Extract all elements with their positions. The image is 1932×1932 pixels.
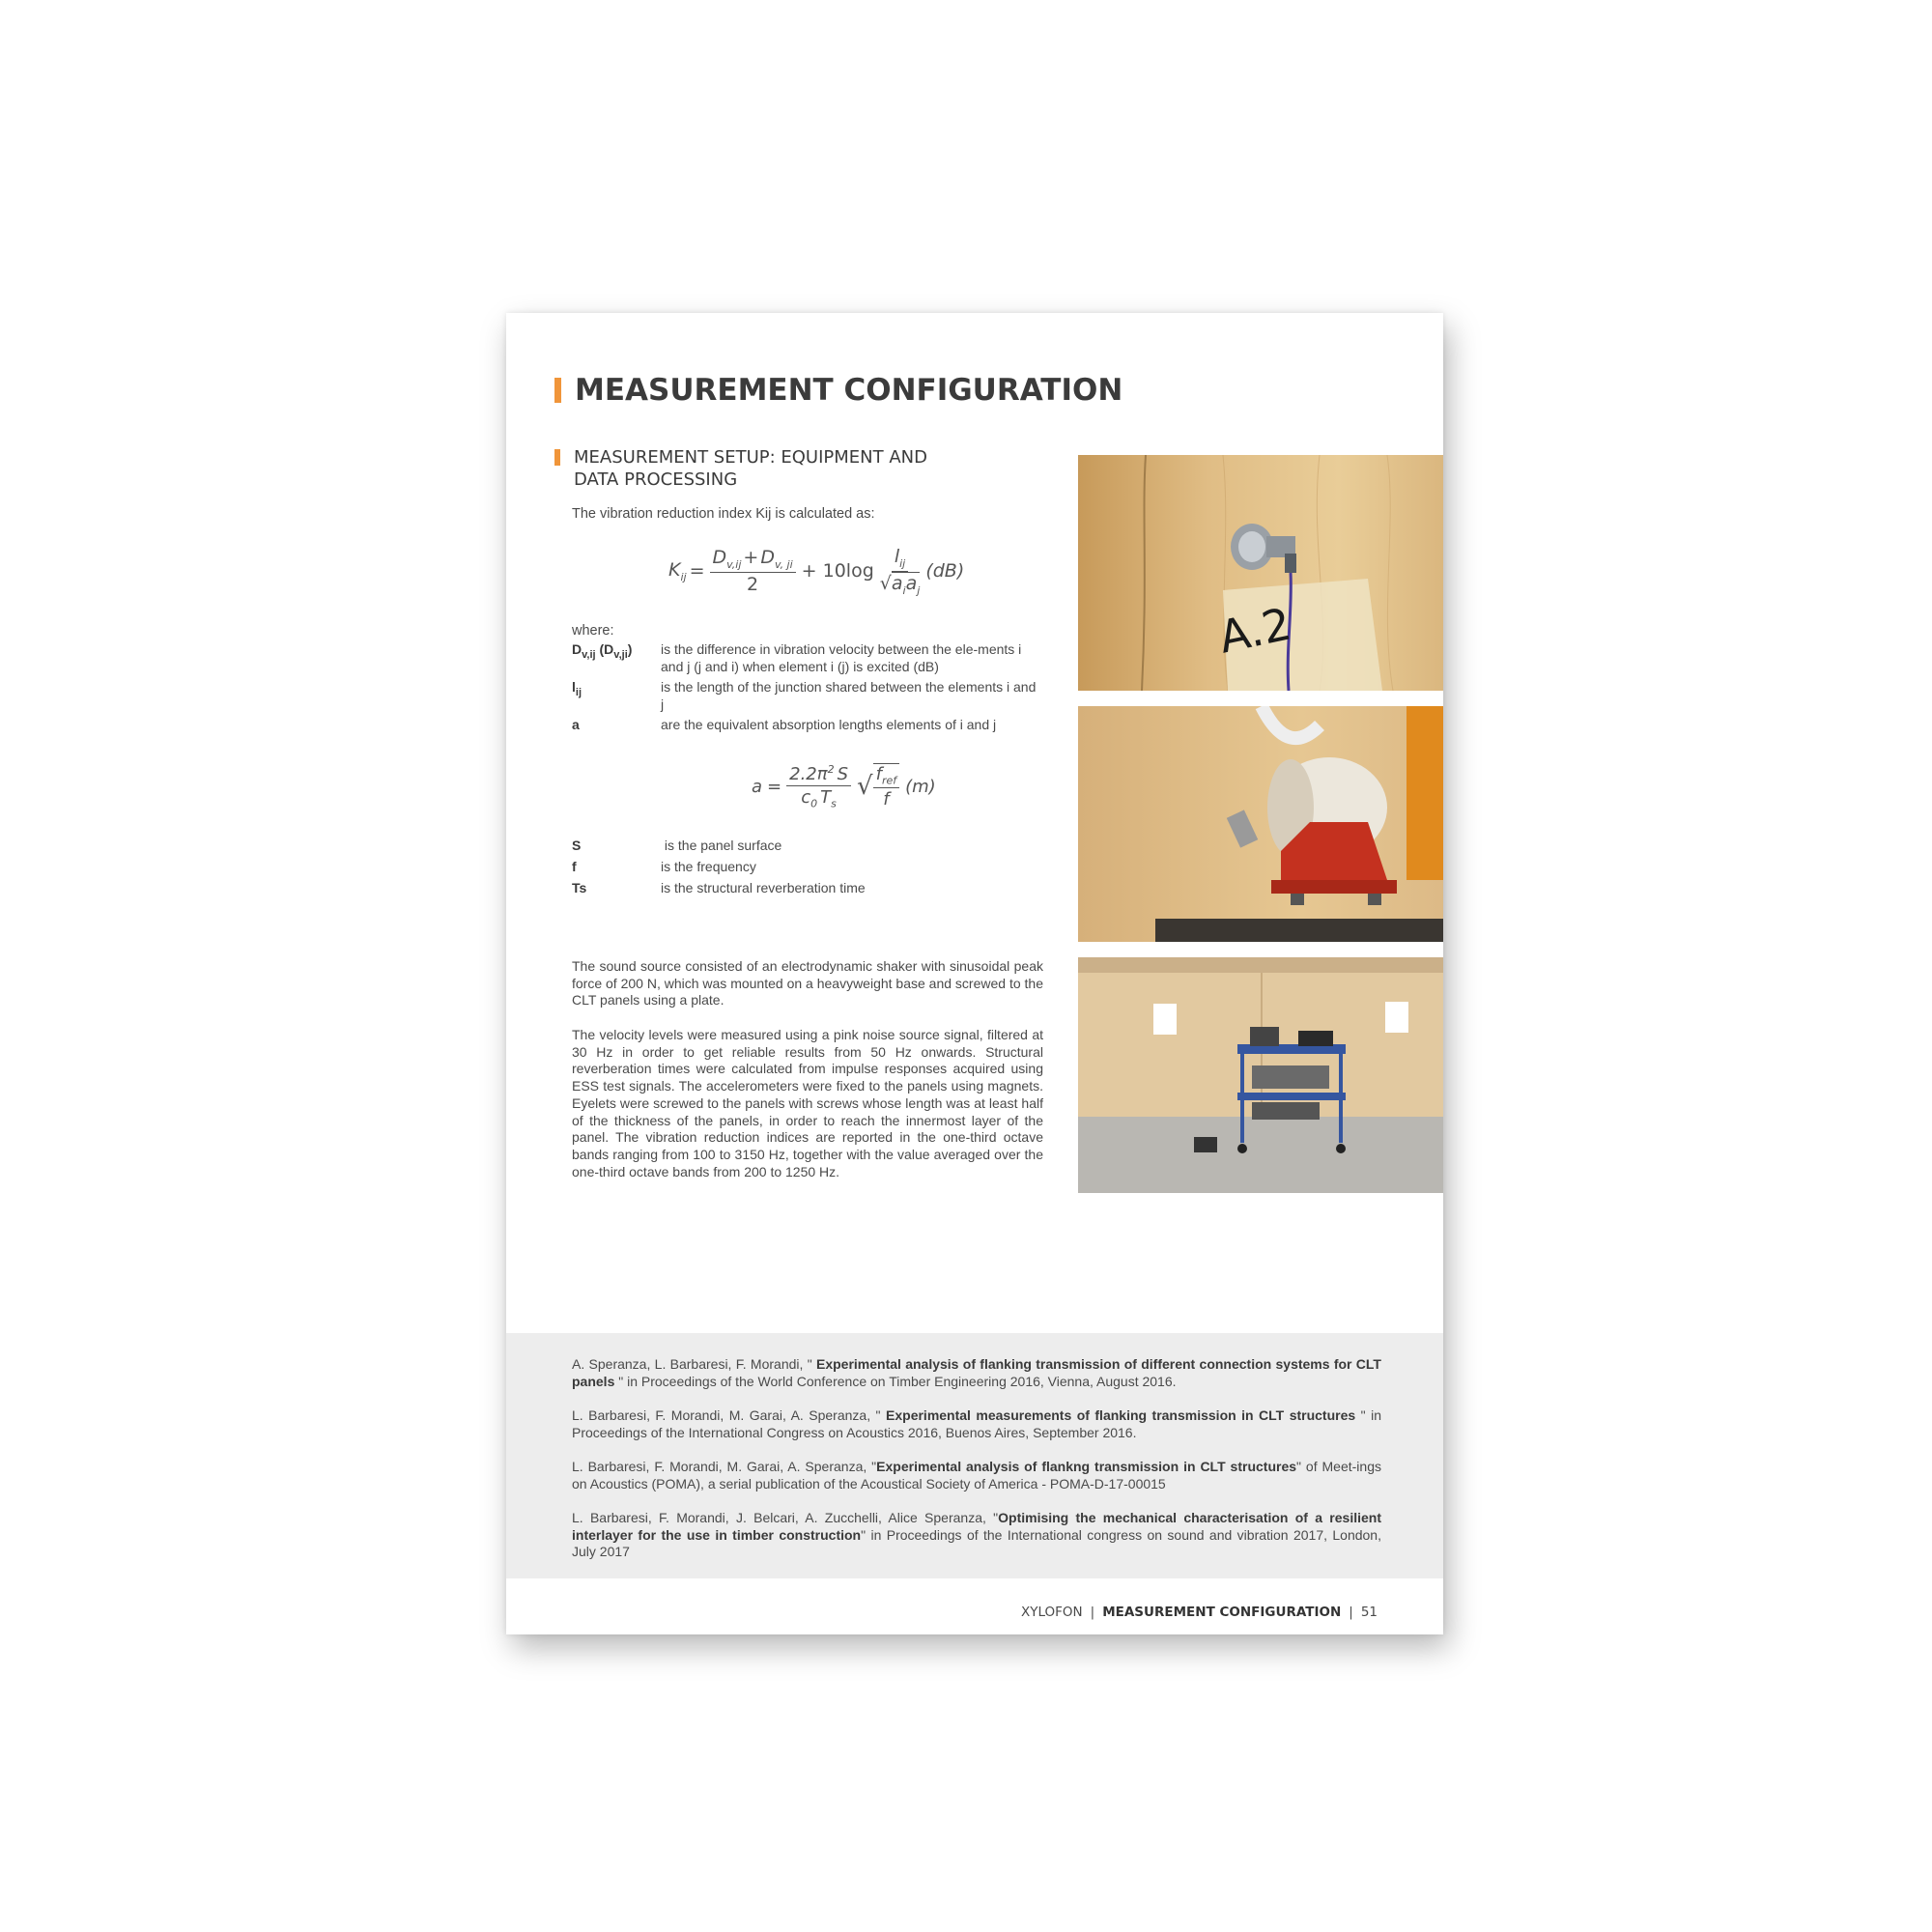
footer-separator: | — [1090, 1605, 1095, 1620]
definition-row — [572, 717, 1042, 734]
paragraph-shaker: The sound source consisted of an electrodynamic shaker with sinusoidal peak force of 200 N, which was mounted on a heavyweight base and screwed to the CLT panels using a plate. — [572, 958, 1043, 1009]
formula1-unit: (dB) — [925, 560, 965, 582]
reference-item: L. Barbaresi, F. Morandi, M. Garai, A. Speranza, " Experimental measurements of flanking transmission in CLT structures " in Proceedings of the International Congress on Acoustics 2016, Buenos Aires, September 2016. — [572, 1407, 1381, 1440]
definition-row — [572, 838, 1042, 855]
section-subtitle-text: MEASUREMENT SETUP: EQUIPMENT AND DATA PROCESSING — [574, 447, 927, 490]
page-title — [554, 373, 1122, 408]
formula1-lhs: $K_{ij}$ — [668, 558, 687, 583]
definition-term: $D_{v,ij}$ $(D_{v,ji})$ — [572, 641, 633, 661]
formula2-eq: = — [767, 776, 782, 797]
subtitle-accent-bar — [554, 449, 560, 466]
definition-term: f — [572, 859, 577, 875]
formula1-eq: = — [689, 560, 705, 582]
definition-desc: is the structural reverberation time — [661, 880, 866, 896]
formula2-lhs: a — [752, 776, 763, 797]
formula1-log: + 10log — [801, 560, 874, 582]
photo-label-a2: A.2 — [1214, 597, 1296, 664]
kij-formula — [668, 537, 978, 605]
definition-desc: are the equivalent absorption lengths elements of i and j — [661, 717, 997, 733]
definition-row — [572, 859, 1042, 876]
photo-shaker — [1078, 706, 1443, 942]
footer-brand: XYLOFON — [1020, 1605, 1083, 1620]
page-footer — [1021, 1605, 1378, 1620]
definition-row — [572, 679, 1042, 713]
definitions-list-2 — [572, 838, 1042, 897]
definition-term: Ts — [572, 880, 587, 896]
formula2-unit: (m) — [905, 776, 936, 797]
definition-term: a — [572, 717, 580, 733]
definition-desc: is the difference in vibration velocity between the ele-ments i and j (j and i) when element i (j) is excited (dB) — [661, 641, 1022, 674]
definitions-list — [572, 641, 1042, 734]
definition-desc: is the length of the junction shared between the elements i and j — [661, 679, 1037, 712]
definition-desc: is the frequency — [661, 859, 756, 875]
photo-accelerometer — [1078, 455, 1443, 691]
formula2-fraction: $\frac{2.2\pi^2 S}{c_0 T_s}$ — [786, 763, 851, 810]
formula1-fraction: $\frac{D_{v,ij} + D_{v, ji}}{2}$ — [710, 547, 796, 595]
page-number: 51 — [1360, 1605, 1378, 1620]
page-title-text: MEASUREMENT CONFIGURATION — [575, 373, 1123, 408]
section-subtitle — [554, 446, 960, 491]
definition-row — [572, 641, 1042, 675]
reference-item: L. Barbaresi, F. Morandi, J. Belcari, A. Zucchelli, Alice Speranza, "Optimising the mechanical characterisation of a resilient interlayer for the use in timber construction" in Proceedings of the International congress on sound and vibration 2017, London, July 2017 — [572, 1510, 1381, 1560]
intro-text: The vibration reduction index Kij is calculated as: — [572, 506, 875, 522]
reference-item: L. Barbaresi, F. Morandi, M. Garai, A. Speranza, "Experimental analysis of flankng transmission in CLT structures" of Meet-ings on Acoustics (POMA), a serial publication of the Acoustical Society of America - POMA-D-17-00015 — [572, 1459, 1381, 1492]
footer-separator: | — [1349, 1605, 1353, 1620]
definition-desc: is the panel surface — [661, 838, 782, 853]
footer-section: MEASUREMENT CONFIGURATION — [1102, 1605, 1342, 1620]
where-label: where: — [572, 623, 614, 639]
formula2-root-fraction: $\frac{f_{ref}}{f}$ — [873, 763, 900, 810]
absorption-length-formula: a = $\frac{2.2\pi^2 S}{c_0 T_s}$ √ $\frac{f_{ref}}{f}$ (m) — [752, 762, 936, 810]
definition-row — [572, 880, 1042, 897]
reference-item: A. Speranza, L. Barbaresi, F. Morandi, " Experimental analysis of flanking transmission of different connection systems for CLT panels " in Proceedings of the World Conference on Timber Engineering 2016, Vienna, August 2016. — [572, 1356, 1381, 1389]
title-accent-bar — [554, 378, 561, 403]
references-section — [506, 1333, 1443, 1578]
definition-term: $l_{ij}$ — [572, 679, 582, 698]
document-page — [506, 313, 1443, 1634]
formula1-log-fraction: $\frac{l_{ij}}{√a_ia_j}$ — [879, 545, 921, 597]
paragraph-velocity: The velocity levels were measured using a pink noise source signal, filtered at 30 Hz in order to get reliable results from 50 Hz onwards. Structural reverberation times were calculated from impulse responses acquired using ESS test signals. The accelerometers were fixed to the panels using magnets. Eyelets were screwed to the panels with screws whose length was at least half of the thickness of the panels, in order to reach the innermost layer of the panel. The vibration reduction indices are reported in the one-third octave bands ranging from 100 to 3150 Hz, together with the value averaged over the one-third octave bands from 200 to 1250 Hz. — [572, 1027, 1043, 1179]
photo-measurement-cart — [1078, 957, 1443, 1193]
definition-term: S — [572, 838, 582, 853]
